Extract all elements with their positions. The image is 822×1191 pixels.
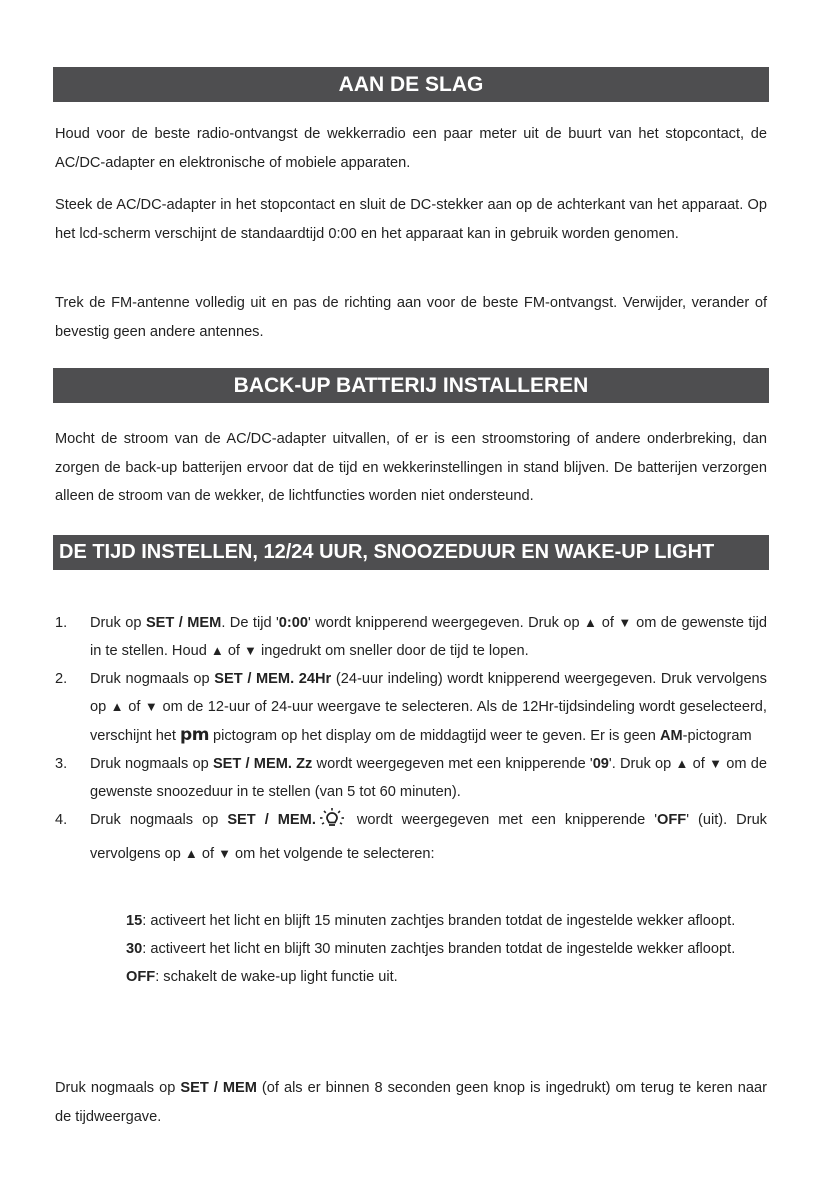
up-arrow-icon: ▲ <box>675 756 689 771</box>
pm-icon: pm <box>180 725 209 745</box>
steps-list <box>55 609 767 868</box>
list-item: 30: activeert het licht en blijft 30 minuten zachtjes branden totdat de ingestelde wekker afloopt. <box>126 941 736 957</box>
wake-up-light-icon <box>320 808 344 840</box>
list-item: 4. Druk nogmaals op SET / MEM. wordt weergegeven met een knipperende 'OFF' (uit). Druk vervolgens op ▲ of ▼ om het volgende te selecteren: <box>55 806 767 868</box>
list-item: 15: activeert het licht en blijft 15 minuten zachtjes branden totdat de ingestelde wekker afloopt. <box>126 913 736 929</box>
up-arrow-icon: ▲ <box>584 615 598 630</box>
up-arrow-icon: ▲ <box>110 699 124 714</box>
options-list <box>126 907 767 991</box>
list-item: 1. Druk op SET / MEM. De tijd '0:00' wordt knipperend weergegeven. Druk op ▲ of ▼ om de gewenste tijd in te stellen. Houd ▲ of ▼ ingedrukt om sneller door de tijd te lopen. <box>55 615 768 659</box>
list-item: 2. Druk nogmaals op SET / MEM. 24Hr (24-uur indeling) wordt knipperend weergegeven. Druk vervolgens op ▲ of ▼ om de 12-uur of 24-uur weergave te selecteren. Als de 12Hr-tijdsindeling wordt geselecteerd, verschijnt het pm pictogram op het display om de middagtijd weer te geven. Er is geen AM-pictogram <box>55 671 767 745</box>
paragraph-final: Druk nogmaals op SET / MEM (of als er binnen 8 seconden geen knop is ingedrukt) om terug te keren naar de tijdweergave. <box>55 1080 767 1125</box>
down-arrow-icon: ▼ <box>618 615 632 630</box>
up-arrow-icon: ▲ <box>210 643 224 658</box>
down-arrow-icon: ▼ <box>244 643 257 658</box>
section-heading-set-time: DE TIJD INSTELLEN, 12/24 UUR, SNOOZEDUUR EN WAKE-UP LIGHT <box>53 535 769 570</box>
up-arrow-icon: ▲ <box>184 846 198 861</box>
section-heading-getting-started: AAN DE SLAG <box>53 67 769 102</box>
paragraph: Mocht de stroom van de AC/DC-adapter uitvallen, of er is een stroomstoring of andere onderbreking, dan zorgen de back-up batterijen ervoor dat de tijd en wekkerinstellingen in stand blijven. De batterijen verzorgen alleen de stroom van de wekker, de lichtfuncties worden niet ondersteund. <box>55 431 767 504</box>
down-arrow-icon: ▼ <box>144 699 159 714</box>
list-item: 3. Druk nogmaals op SET / MEM. Zz wordt weergegeven met een knipperende '09'. Druk op ▲ of ▼ om de gewenste snoozeduur in te stellen (van 5 tot 60 minuten). <box>55 756 768 800</box>
paragraph: Trek de FM-antenne volledig uit en pas de richting aan voor de beste FM-ontvangst. Verwijder, verander of bevestig geen andere antennes. <box>55 295 767 340</box>
down-arrow-icon: ▼ <box>709 756 723 771</box>
list-item: OFF: schakelt de wake-up light functie uit. <box>126 969 398 985</box>
section-heading-backup-battery: BACK-UP BATTERIJ INSTALLEREN <box>53 368 769 403</box>
paragraph: Houd voor de beste radio-ontvangst de wekkerradio een paar meter uit de buurt van het stopcontact, de AC/DC-adapter en elektronische of mobiele apparaten. <box>55 126 767 171</box>
down-arrow-icon: ▼ <box>218 846 231 861</box>
paragraph: Steek de AC/DC-adapter in het stopcontact en sluit de DC-stekker aan op de achterkant van het apparaat. Op het lcd-scherm verschijnt de standaardtijd 0:00 en het apparaat kan in gebruik worden genomen. <box>55 197 767 242</box>
